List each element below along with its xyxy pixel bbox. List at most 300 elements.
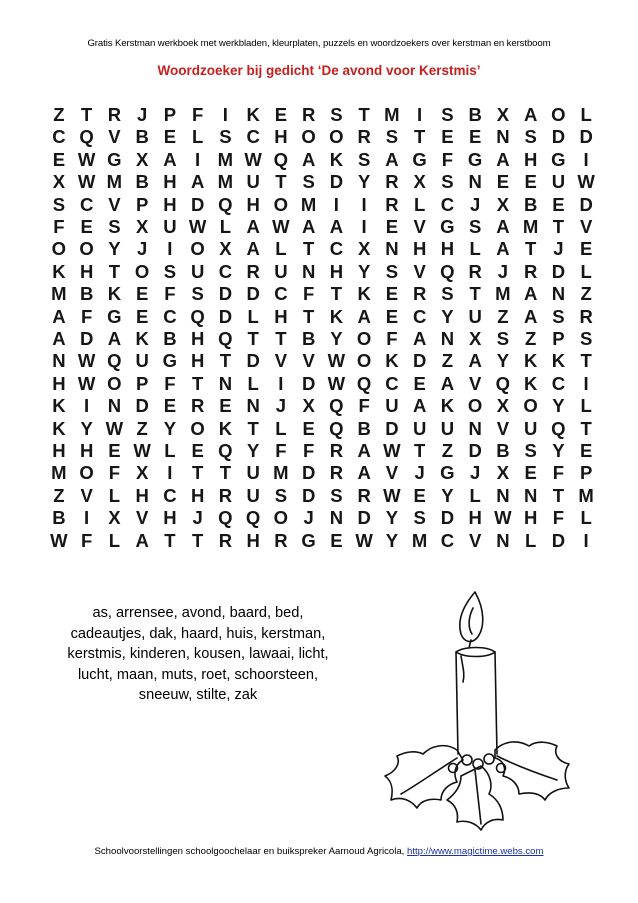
grid-letter: A bbox=[523, 283, 538, 305]
grid-letter: G bbox=[107, 305, 122, 327]
page-footer bbox=[0, 846, 638, 857]
grid-letter: V bbox=[302, 350, 315, 372]
grid-letter: E bbox=[135, 305, 149, 327]
grid-letter: E bbox=[163, 395, 177, 417]
grid-letter: I bbox=[195, 148, 201, 170]
grid-letter: F bbox=[53, 215, 65, 237]
grid-letter: R bbox=[218, 484, 233, 506]
grid-letter: U bbox=[412, 417, 427, 439]
grid-letter: W bbox=[272, 215, 290, 237]
grid-letter: J bbox=[469, 462, 481, 484]
grid-letter: N bbox=[496, 529, 510, 551]
grid-letter: A bbox=[246, 215, 260, 237]
grid-letter: T bbox=[302, 238, 315, 260]
grid-letter: T bbox=[108, 260, 121, 282]
grid-letter: O bbox=[273, 507, 289, 529]
grid-letter: R bbox=[218, 529, 233, 551]
grid-letter: Y bbox=[385, 529, 399, 551]
grid-letter: T bbox=[247, 327, 259, 349]
grid-letter: A bbox=[468, 350, 482, 372]
grid-letter: D bbox=[246, 350, 260, 372]
grid-letter: Q bbox=[329, 395, 344, 417]
grid-letter: C bbox=[412, 305, 427, 327]
grid-letter: S bbox=[108, 215, 121, 237]
grid-letter: N bbox=[468, 417, 482, 439]
grid-letter: I bbox=[167, 462, 173, 484]
grid-letter: I bbox=[84, 507, 90, 529]
grid-letter: H bbox=[135, 484, 149, 506]
grid-letter: Q bbox=[273, 148, 289, 170]
grid-letter: H bbox=[468, 507, 482, 529]
grid-letter: V bbox=[108, 126, 121, 148]
grid-letter: F bbox=[552, 462, 565, 484]
grid-letter: W bbox=[355, 529, 373, 551]
grid-letter: S bbox=[579, 327, 593, 349]
grid-letter: N bbox=[52, 350, 66, 372]
grid-letter: R bbox=[357, 126, 371, 148]
grid-letter: H bbox=[163, 171, 177, 193]
grid-letter: E bbox=[385, 215, 399, 237]
grid-letter: B bbox=[135, 171, 149, 193]
grid-letter: N bbox=[523, 484, 538, 506]
grid-letter: U bbox=[163, 215, 177, 237]
grid-letter: O bbox=[356, 327, 372, 349]
grid-letter: U bbox=[551, 171, 566, 193]
grid-letter: F bbox=[164, 372, 176, 394]
grid-letter: T bbox=[330, 283, 343, 305]
grid-letter: D bbox=[579, 193, 593, 215]
grid-letter: Y bbox=[441, 484, 454, 506]
grid-letter: U bbox=[135, 350, 149, 372]
grid-letter: Y bbox=[163, 417, 177, 439]
grid-letter: V bbox=[496, 417, 510, 439]
grid-letter: A bbox=[52, 305, 66, 327]
grid-letter: Z bbox=[441, 350, 454, 372]
grid-letter: H bbox=[246, 193, 260, 215]
grid-letter: L bbox=[108, 529, 121, 551]
grid-letter: T bbox=[552, 484, 565, 506]
grid-letter: M bbox=[51, 283, 67, 305]
grid-letter: T bbox=[413, 126, 426, 148]
word-list-line: lucht, maan, muts, roet, schoorsteen, bbox=[77, 666, 319, 683]
grid-letter: X bbox=[468, 327, 482, 349]
grid-letter: H bbox=[52, 372, 66, 394]
grid-letter: T bbox=[413, 439, 426, 461]
grid-letter: K bbox=[329, 148, 344, 170]
grid-letter: K bbox=[218, 417, 233, 439]
grid-letter: W bbox=[77, 350, 96, 372]
grid-letter: B bbox=[52, 507, 66, 529]
grid-letter: Z bbox=[136, 417, 148, 439]
grid-letter: F bbox=[164, 283, 176, 305]
grid-letter: H bbox=[190, 350, 205, 372]
grid-letter: K bbox=[440, 395, 455, 417]
grid-letter: X bbox=[135, 462, 149, 484]
grid-letter: U bbox=[246, 484, 260, 506]
grid-letter: A bbox=[301, 215, 316, 237]
grid-letter: C bbox=[274, 283, 288, 305]
grid-letter: E bbox=[496, 171, 510, 193]
grid-letter: L bbox=[524, 529, 537, 551]
grid-letter: R bbox=[190, 395, 205, 417]
grid-letter: S bbox=[441, 103, 454, 125]
grid-letter: S bbox=[52, 193, 66, 215]
grid-letter: Q bbox=[440, 260, 455, 282]
grid-letter: K bbox=[329, 305, 344, 327]
grid-letter: C bbox=[440, 529, 455, 551]
grid-letter: V bbox=[80, 484, 93, 506]
grid-letter: D bbox=[218, 283, 233, 305]
grid-letter: C bbox=[163, 305, 177, 327]
grid-letter: A bbox=[329, 215, 344, 237]
grid-letter: E bbox=[219, 395, 232, 417]
grid-letter: Y bbox=[552, 395, 565, 417]
grid-letter: X bbox=[496, 103, 510, 125]
grid-letter: N bbox=[329, 507, 344, 529]
grid-letter: I bbox=[167, 238, 173, 260]
grid-letter: W bbox=[383, 439, 401, 461]
grid-letter: S bbox=[330, 484, 343, 506]
grid-letter: W bbox=[77, 372, 96, 394]
grid-letter: K bbox=[135, 327, 149, 349]
grid-letter: N bbox=[246, 395, 260, 417]
grid-letter: P bbox=[135, 193, 149, 215]
grid-letter: U bbox=[246, 462, 260, 484]
grid-letter: C bbox=[440, 193, 455, 215]
grid-letter: X bbox=[108, 507, 121, 529]
grid-letter: L bbox=[275, 417, 287, 439]
grid-letter: K bbox=[107, 283, 122, 305]
grid-letter: W bbox=[133, 439, 151, 461]
grid-letter: D bbox=[301, 484, 316, 506]
grid-letter: E bbox=[385, 283, 399, 305]
grid-letter: N bbox=[385, 238, 399, 260]
grid-letter: J bbox=[497, 260, 509, 282]
grid-letter: E bbox=[163, 126, 177, 148]
grid-letter: D bbox=[440, 507, 455, 529]
grid-letter: W bbox=[188, 215, 207, 237]
grid-letter: W bbox=[494, 507, 512, 529]
grid-letter: N bbox=[496, 484, 510, 506]
grid-letter: K bbox=[52, 417, 66, 439]
grid-letter: O bbox=[134, 260, 150, 282]
grid-letter: J bbox=[469, 193, 481, 215]
grid-letter: A bbox=[190, 171, 205, 193]
grid-letter: W bbox=[105, 417, 124, 439]
grid-letter: H bbox=[163, 193, 177, 215]
grid-letter: P bbox=[579, 462, 593, 484]
grid-letter: E bbox=[468, 126, 482, 148]
grid-letter: D bbox=[135, 395, 149, 417]
grid-letter: M bbox=[384, 103, 400, 125]
grid-letter: S bbox=[468, 215, 482, 237]
grid-letter: I bbox=[278, 372, 284, 394]
grid-letter: U bbox=[440, 417, 455, 439]
grid-letter: M bbox=[300, 193, 317, 215]
grid-letter: Q bbox=[107, 350, 122, 372]
grid-letter: X bbox=[496, 462, 510, 484]
grid-letter: S bbox=[274, 484, 288, 506]
grid-letter: J bbox=[414, 462, 425, 484]
grid-letter: H bbox=[52, 439, 66, 461]
grid-letter: D bbox=[190, 193, 205, 215]
grid-letter: A bbox=[496, 215, 510, 237]
grid-letter: D bbox=[385, 417, 399, 439]
grid-letter: A bbox=[440, 372, 455, 394]
grid-letter: J bbox=[136, 103, 148, 125]
grid-letter: E bbox=[274, 103, 288, 125]
grid-letter: Z bbox=[497, 305, 509, 327]
grid-letter: H bbox=[190, 484, 205, 506]
grid-letter: X bbox=[52, 171, 66, 193]
grid-letter: R bbox=[412, 283, 427, 305]
grid-letter: Q bbox=[218, 439, 233, 461]
grid-letter: F bbox=[386, 327, 398, 349]
grid-letter: W bbox=[327, 350, 346, 372]
grid-letter: A bbox=[412, 395, 427, 417]
grid-letter: D bbox=[301, 372, 316, 394]
grid-letter: C bbox=[218, 260, 233, 282]
grid-letter: R bbox=[329, 439, 344, 461]
grid-letter: A bbox=[357, 439, 371, 461]
grid-letter: L bbox=[580, 507, 592, 529]
grid-letter: C bbox=[52, 126, 66, 148]
grid-letter: Q bbox=[551, 417, 566, 439]
candle-with-holly-icon bbox=[335, 578, 605, 848]
grid-letter: F bbox=[191, 103, 204, 125]
grid-letter: H bbox=[163, 507, 177, 529]
grid-letter: T bbox=[247, 417, 259, 439]
grid-letter: E bbox=[191, 439, 204, 461]
grid-letter: O bbox=[190, 417, 205, 439]
grid-letter: X bbox=[302, 395, 315, 417]
grid-letter: C bbox=[551, 372, 566, 394]
grid-letter: L bbox=[580, 395, 592, 417]
grid-letter: L bbox=[580, 260, 592, 282]
grid-letter: L bbox=[108, 484, 121, 506]
grid-letter: Z bbox=[524, 327, 537, 349]
word-list-line: as, arrensee, avond, baard, bed, bbox=[92, 605, 304, 621]
grid-letter: S bbox=[552, 305, 565, 327]
grid-letter: T bbox=[580, 417, 592, 439]
grid-letter: Z bbox=[441, 439, 454, 461]
grid-letter: S bbox=[524, 439, 537, 461]
grid-letter: Y bbox=[552, 439, 565, 461]
grid-letter: K bbox=[246, 103, 260, 125]
grid-letter: K bbox=[385, 350, 399, 372]
grid-letter: M bbox=[106, 171, 123, 193]
word-search-grid bbox=[45, 104, 600, 552]
grid-letter: D bbox=[301, 462, 316, 484]
grid-letter: E bbox=[579, 238, 593, 260]
grid-letter: S bbox=[191, 283, 204, 305]
grid-letter: I bbox=[361, 193, 367, 215]
grid-letter: O bbox=[329, 126, 344, 148]
grid-letter: O bbox=[273, 193, 289, 215]
grid-letter: F bbox=[302, 283, 315, 305]
grid-letter: E bbox=[302, 417, 315, 439]
grid-letter: T bbox=[80, 103, 93, 125]
grid-letter: N bbox=[551, 283, 566, 305]
grid-letter: R bbox=[385, 171, 399, 193]
grid-letter: U bbox=[274, 260, 288, 282]
grid-letter: V bbox=[579, 215, 593, 237]
grid-letter: X bbox=[496, 395, 510, 417]
grid-letter: N bbox=[218, 372, 233, 394]
grid-letter: Q bbox=[495, 372, 511, 394]
grid-letter: J bbox=[303, 507, 314, 529]
grid-letter: G bbox=[162, 350, 178, 372]
grid-letter: Q bbox=[190, 305, 205, 327]
grid-letter: W bbox=[77, 171, 96, 193]
grid-letter: Q bbox=[218, 327, 233, 349]
grid-letter: B bbox=[163, 327, 177, 349]
grid-letter: M bbox=[217, 148, 234, 170]
grid-letter: S bbox=[441, 171, 454, 193]
grid-letter: E bbox=[385, 305, 399, 327]
grid-letter: P bbox=[163, 103, 177, 125]
grid-letter: Q bbox=[218, 193, 233, 215]
grid-letter: Q bbox=[356, 372, 372, 394]
grid-letter: T bbox=[469, 283, 481, 305]
grid-letter: D bbox=[551, 260, 566, 282]
grid-letter: B bbox=[357, 417, 371, 439]
grid-letter: C bbox=[79, 193, 94, 215]
grid-letter: Q bbox=[245, 507, 261, 529]
grid-letter: K bbox=[551, 350, 566, 372]
grid-letter: W bbox=[577, 171, 595, 193]
grid-letter: A bbox=[301, 148, 316, 170]
grid-letter: L bbox=[469, 238, 481, 260]
grid-letter: J bbox=[275, 395, 287, 417]
grid-letter: E bbox=[413, 484, 426, 506]
grid-letter: J bbox=[192, 507, 203, 529]
grid-letter: T bbox=[191, 462, 204, 484]
grid-letter: S bbox=[357, 148, 371, 170]
grid-letter: N bbox=[107, 395, 122, 417]
grid-letter: Q bbox=[329, 417, 344, 439]
grid-letter: N bbox=[496, 126, 510, 148]
grid-letter: O bbox=[551, 103, 566, 125]
grid-letter: A bbox=[107, 327, 122, 349]
grid-letter: G bbox=[467, 148, 483, 170]
grid-letter: R bbox=[274, 529, 288, 551]
grid-letter: G bbox=[107, 148, 122, 170]
grid-letter: Y bbox=[108, 238, 121, 260]
grid-letter: F bbox=[80, 529, 93, 551]
grid-letter: X bbox=[413, 171, 426, 193]
grid-letter: S bbox=[441, 283, 454, 305]
grid-letter: Z bbox=[53, 103, 65, 125]
grid-letter: R bbox=[468, 260, 482, 282]
grid-letter: U bbox=[468, 305, 482, 327]
grid-letter: H bbox=[440, 238, 455, 260]
grid-letter: L bbox=[164, 439, 176, 461]
grid-letter: A bbox=[412, 327, 427, 349]
grid-letter: H bbox=[412, 238, 427, 260]
grid-letter: A bbox=[163, 148, 177, 170]
grid-letter: R bbox=[579, 305, 593, 327]
grid-letter: L bbox=[247, 305, 259, 327]
grid-letter: C bbox=[329, 238, 344, 260]
footer-link[interactable]: http://www.magictime.webs.com bbox=[407, 846, 544, 857]
grid-letter: O bbox=[51, 238, 67, 260]
grid-letter: R bbox=[301, 103, 316, 125]
grid-letter: K bbox=[357, 283, 371, 305]
grid-letter: I bbox=[361, 215, 367, 237]
grid-letter: P bbox=[135, 372, 149, 394]
word-list bbox=[60, 603, 336, 706]
grid-letter: E bbox=[80, 215, 93, 237]
grid-letter: I bbox=[333, 193, 339, 215]
grid-letter: X bbox=[135, 215, 149, 237]
grid-letter: H bbox=[329, 260, 344, 282]
grid-letter: O bbox=[301, 126, 316, 148]
grid-letter: U bbox=[385, 395, 399, 417]
grid-letter: I bbox=[417, 103, 423, 125]
grid-letter: V bbox=[468, 372, 482, 394]
grid-letter: M bbox=[411, 529, 428, 551]
grid-letter: K bbox=[52, 260, 66, 282]
grid-letter: I bbox=[222, 103, 228, 125]
grid-letter: P bbox=[552, 327, 565, 349]
grid-letter: S bbox=[385, 126, 399, 148]
grid-letter: O bbox=[467, 395, 483, 417]
footer-text: Schoolvoorstellingen schoolgoochelaar en buikspreker Aarnoud Agricola, bbox=[94, 846, 408, 857]
grid-letter: N bbox=[301, 260, 316, 282]
grid-letter: M bbox=[51, 462, 67, 484]
grid-letter: Y bbox=[496, 350, 510, 372]
grid-letter: W bbox=[50, 529, 68, 551]
grid-letter: R bbox=[357, 484, 371, 506]
grid-letter: L bbox=[469, 484, 481, 506]
grid-letter: W bbox=[327, 372, 346, 394]
page-header: Gratis Kerstman werkboek met werkbladen, kleurplaten, puzzels en woordzoekers over kerstman en kerstboom bbox=[87, 38, 551, 49]
grid-letter: L bbox=[219, 215, 232, 237]
grid-letter: I bbox=[583, 372, 589, 394]
grid-letter: H bbox=[274, 126, 288, 148]
grid-letter: R bbox=[246, 260, 260, 282]
grid-letter: D bbox=[357, 507, 371, 529]
grid-letter: V bbox=[135, 507, 149, 529]
grid-letter: G bbox=[440, 462, 455, 484]
grid-letter: A bbox=[523, 305, 538, 327]
grid-letter: X bbox=[219, 238, 232, 260]
grid-letter: C bbox=[246, 126, 260, 148]
grid-letter: V bbox=[413, 260, 426, 282]
grid-letter: I bbox=[583, 148, 589, 170]
grid-letter: T bbox=[524, 238, 537, 260]
grid-letter: L bbox=[247, 372, 259, 394]
grid-letter: H bbox=[274, 305, 288, 327]
grid-letter: A bbox=[523, 103, 538, 125]
grid-letter: D bbox=[412, 350, 427, 372]
grid-letter: D bbox=[218, 305, 233, 327]
grid-letter: W bbox=[77, 148, 96, 170]
grid-letter: R bbox=[385, 193, 399, 215]
grid-letter: A bbox=[496, 148, 510, 170]
grid-letter: A bbox=[52, 327, 66, 349]
grid-letter: B bbox=[79, 283, 94, 305]
grid-letter: F bbox=[302, 439, 315, 461]
grid-letter: T bbox=[275, 327, 287, 349]
grid-letter: F bbox=[80, 305, 93, 327]
grid-letter: S bbox=[302, 171, 315, 193]
grid-letter: O bbox=[190, 238, 205, 260]
grid-letter: V bbox=[274, 350, 288, 372]
grid-letter: R bbox=[523, 260, 538, 282]
grid-letter: T bbox=[191, 372, 204, 394]
